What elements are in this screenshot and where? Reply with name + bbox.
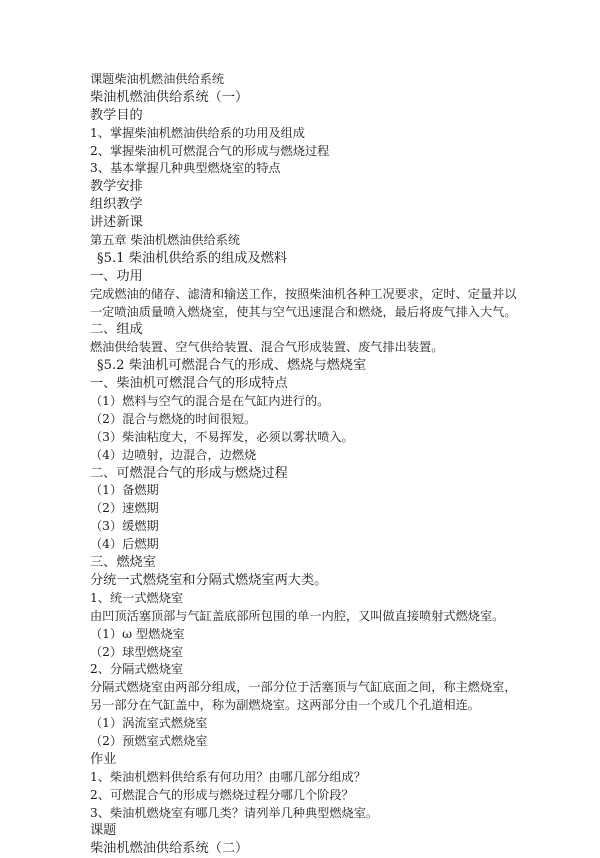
text-line: 由凹顶活塞顶部与气缸盖底部所包围的单一内腔，又叫做直接喷射式燃烧室。 (90, 608, 505, 623)
document-page (90, 71, 590, 858)
text-line: （3）柴油粘度大，不易挥发，必须以雾状喷入。 (90, 429, 354, 444)
text-line: （2）球型燃烧室 (90, 644, 184, 659)
text-line: 1、掌握柴油机燃油供给系的功用及组成 (90, 125, 305, 140)
text-line: 分隔式燃烧室由两部分组成，一部分位于活塞顶与气缸底面之间，称主燃烧室， (90, 680, 517, 695)
text-line: 2、可燃混合气的形成与燃烧过程分哪几个阶段？ (90, 787, 354, 802)
text-line: 课题 (90, 823, 117, 839)
text-line: 教学安排 (90, 179, 143, 195)
text-line: 第五章 柴油机燃油供给系统 (90, 233, 241, 248)
text-line: 1、柴油机燃料供给系有何功用？由哪几部分组成？ (90, 769, 366, 784)
text-line: 组织教学 (90, 197, 143, 213)
text-line: §5.2 柴油机可燃混合气的形成、燃烧与燃烧室 (97, 358, 367, 374)
text-line: （4）边喷射，边混合，边燃烧 (90, 447, 257, 462)
text-line: （4）后燃期 (90, 537, 159, 552)
text-line: 3、基本掌握几种典型燃烧室的特点 (90, 161, 281, 176)
text-line: 一定喷油质量喷入燃烧室，使其与空气迅速混合和燃烧，最后将废气排入大气。 (90, 304, 517, 319)
text-line: 作业 (90, 751, 117, 767)
text-line: 课题柴油机燃油供给系统 (90, 72, 225, 86)
text-line: 三、燃烧室 (90, 555, 156, 571)
text-line: 二、组成 (90, 322, 143, 338)
text-line: 3、柴油机燃烧室有哪几类？请列举几种典型燃烧室。 (90, 805, 379, 820)
text-line: （1）燃料与空气的混合是在气缸内进行的。 (90, 394, 330, 409)
text-line: 另一部分在气缸盖中，称为副燃烧室。这两部分由一个或几个孔道相连。 (90, 698, 480, 713)
text-line: 二、可燃混合气的形成与燃烧过程 (90, 465, 288, 481)
text-line: 柴油机燃油供给系统（二） (90, 841, 249, 857)
text-line: 2、掌握柴油机可燃混合气的形成与燃烧过程 (90, 143, 330, 158)
text-line: §5.1 柴油机供给系的组成及燃料 (97, 250, 288, 266)
text-line: 完成燃油的储存、滤清和输送工作，按照柴油机各种工况要求，定时、定量并以 (90, 286, 517, 301)
text-line: （1）ω 型燃烧室 (90, 626, 185, 641)
text-line: 讲述新课 (90, 215, 143, 231)
text-line: （2）预燃室式燃烧室 (90, 733, 208, 748)
text-line: 1、统一式燃烧室 (90, 590, 184, 605)
text-line: 一、柴油机可燃混合气的形成特点 (90, 376, 288, 392)
text-line: 柴油机燃油供给系统（一） (90, 89, 249, 105)
text-line: （1）涡流室式燃烧室 (90, 716, 208, 731)
text-line: （2）速燃期 (90, 501, 159, 516)
text-line: （3）缓燃期 (90, 519, 159, 534)
text-line: （1）备燃期 (90, 483, 159, 498)
text-line: 教学目的 (90, 107, 143, 123)
text-line: 2、分隔式燃烧室 (90, 662, 184, 677)
text-line: （2）混合与燃烧的时间很短。 (90, 411, 257, 426)
text-line: 燃油供给装置、空气供给装置、混合气形成装置、废气排出装置。 (90, 340, 444, 355)
text-line: 分统一式燃烧室和分隔式燃烧室两大类。 (90, 572, 328, 588)
text-line: 一、功用 (90, 268, 143, 284)
